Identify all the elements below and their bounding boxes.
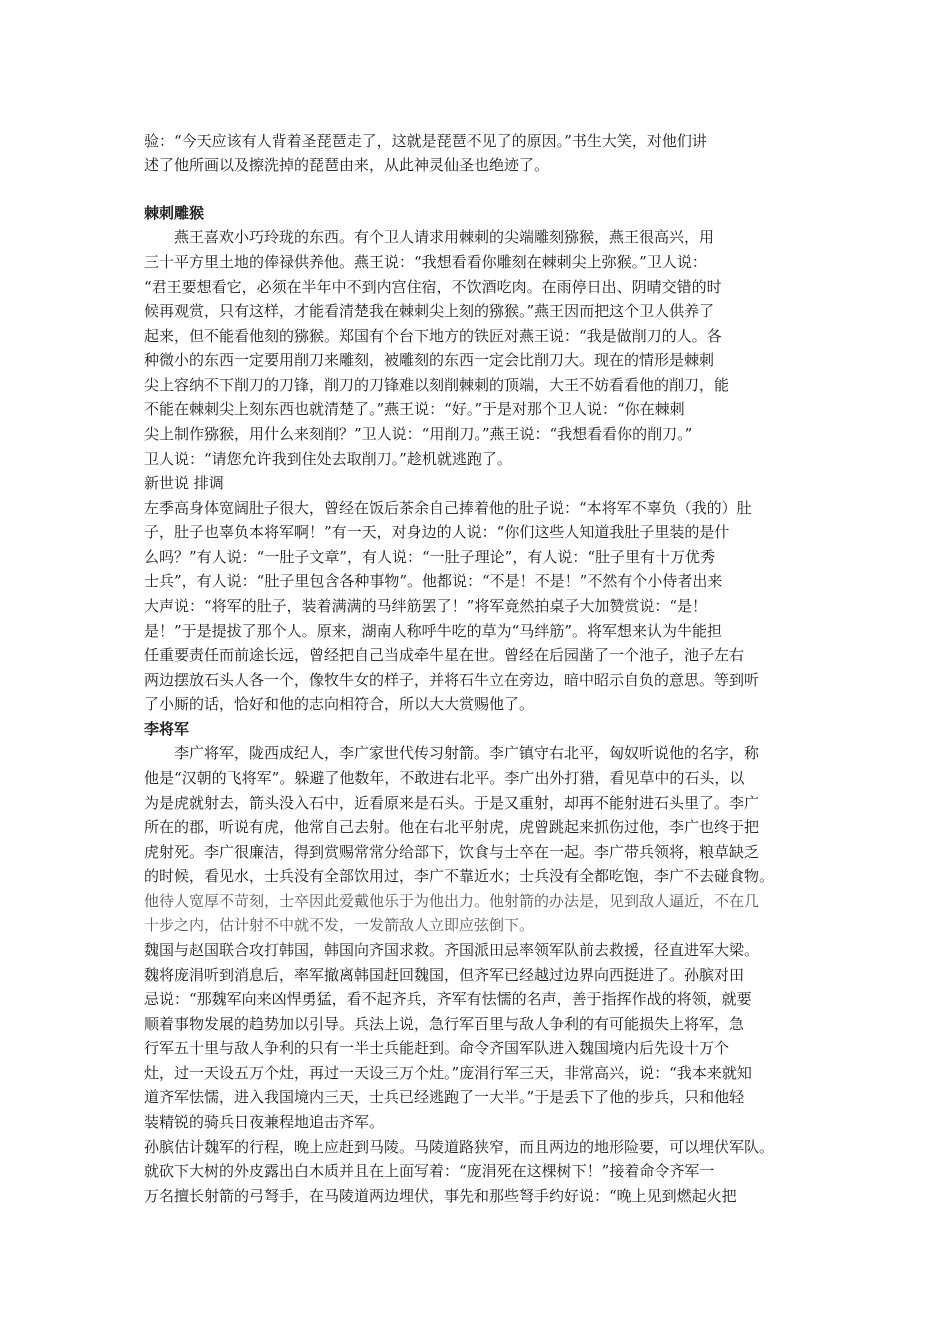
paragraph-line: 验：“今天应该有人背着圣琵琶走了，这就是琵琶不见了的原因。”书生大笑，对他们讲: [144, 132, 707, 150]
paragraph-line: 魏国与赵国联合攻打韩国，韩国向齐国求救。齐国派田忌率领军队前去救援，径直进军大梁。: [144, 941, 760, 959]
paragraph-line: 大声说：“将军的肚子，装着满满的马绊筋罢了！”将军竟然拍桌子大加赞赏说：“是！: [144, 597, 708, 615]
paragraph-line: 尖上制作猕猴，用什么来刻削？”卫人说：“用削刀。”燕王说：“我想看看你的削刀。”: [144, 425, 693, 443]
paragraph-line: 述了他所画以及擦洗掉的琵琶由来，从此神灵仙圣也绝迹了。: [144, 156, 550, 174]
paragraph-line: 任重要责任而前途长远，曾经把自己当成牵牛星在世。曾经在后园凿了一个池子，池子左右: [144, 646, 745, 664]
paragraph-line: 两边摆放石头人各一个，像牧牛女的样子，并将石牛立在旁边，暗中昭示自负的意思。等到听: [144, 671, 760, 689]
paragraph-line: 燕王喜欢小巧玲珑的东西。有个卫人请求用棘刺的尖端雕刻猕猴，燕王很高兴，用: [144, 228, 715, 246]
section-title: 棘刺雕猴: [144, 204, 205, 222]
paragraph-line: 万名擅长射箭的弓弩手，在马陵道两边埋伏，事先和那些弩手约好说：“晚上见到燃起火把: [144, 1187, 737, 1205]
paragraph-line: 为是虎就射去，箭头没入石中，近看原来是石头。于是又重射，却再不能射进石头里了。李广: [144, 794, 760, 812]
paragraph-line: 的时候，看见水，士兵没有全部饮用过，李广不靠近水；士兵没有全都吃饱，李广不去碰食物。: [144, 867, 775, 885]
paragraph-line: 所在的郡，听说有虎，他常自己去射。他在右北平射虎，虎曾跳起来抓伤过他，李广也终于把: [144, 818, 760, 836]
section-title: 新世说 排调: [144, 474, 224, 492]
paragraph-line: 十步之内，估计射不中就不发，一发箭敌人立即应弦倒下。: [144, 916, 535, 934]
paragraph-line: 李广将军，陇西成纪人，李广家世代传习射箭。李广镇守右北平，匈奴听说他的名字，称: [144, 744, 760, 762]
paragraph-line: 不能在棘刺尖上刻东西也就清楚了。”燕王说：“好。”于是对那个卫人说：“你在棘刺: [144, 400, 685, 418]
paragraph-line: 他待人宽厚不苛刻，士卒因此爱戴他乐于为他出力。他射箭的办法是，见到敌人逼近，不在几: [144, 892, 760, 910]
paragraph-line: 道齐军怯懦，进入我国境内三天，士兵已经逃跑了一大半。”于是丢下了他的步兵，只和他轻: [144, 1088, 745, 1106]
paragraph-line: 子，肚子也辜负本将军啊！”有一天，对身边的人说：“你们这些人知道我肚子里装的是什: [144, 523, 730, 541]
paragraph-line: 是！”于是提拔了那个人。原来，湖南人称呼牛吃的草为“马绊筋”。将军想来认为牛能担: [144, 622, 723, 640]
paragraph-line: 装精锐的骑兵日夜兼程地追击齐军。: [144, 1113, 385, 1131]
paragraph-line: “君王要想看它，必须在半年中不到内宫住宿，不饮酒吃肉。在雨停日出、阴晴交错的时: [144, 278, 722, 296]
paragraph-line: 就砍下大树的外皮露出白木质并且在上面写着：“庞涓死在这棵树下！”接着命令齐军一: [144, 1162, 715, 1180]
paragraph-line: 左季高身体宽阔肚子很大，曾经在饭后茶余自己捧着他的肚子说：“本将军不辜负（我的）肚: [144, 499, 752, 517]
paragraph-line: 候再观赏，只有这样，才能看清楚我在棘刺尖上刻的猕猴。”燕王因而把这个卫人供养了: [144, 302, 715, 320]
paragraph-line: 孙膑估计魏军的行程，晚上应赶到马陵。马陵道路狭窄，而且两边的地形险要，可以埋伏军队。: [144, 1138, 775, 1156]
paragraph-line: 魏将庞涓听到消息后，率军撤离韩国赶回魏国，但齐军已经越过边界向西挺进了。孙膑对田: [144, 966, 745, 984]
paragraph-line: 忌说：“那魏军向来凶悍勇猛，看不起齐兵，齐军有怯懦的名声，善于指挥作战的将领，就要: [144, 990, 752, 1008]
paragraph-line: 种微小的东西一定要用削刀来雕刻，被雕刻的东西一定会比削刀大。现在的情形是棘刺: [144, 351, 715, 369]
paragraph-line: 起来，但不能看他刻的猕猴。郑国有个台下地方的铁匠对燕王说：“我是做削刀的人。各: [144, 327, 722, 345]
paragraph-line: 顺着事物发展的趋势加以引导。兵法上说，急行军百里与敌人争利的有可能损失上将军，急: [144, 1015, 745, 1033]
paragraph-line: 三十平方里土地的俸禄供养他。燕王说：“我想看看你雕刻在棘刺尖上弥猴。”卫人说：: [144, 253, 707, 271]
section-title: 李将军: [144, 720, 190, 738]
paragraph-line: 么吗？”有人说：“一肚子文章”，有人说：“一肚子理论”，有人说：“肚子里有十万优秀: [144, 548, 716, 566]
paragraph-line: 行军五十里与敌人争利的只有一半士兵能赶到。命令齐国军队进入魏国境内后先设十万个: [144, 1039, 730, 1057]
paragraph-line: 卫人说：“请您允许我到住处去取削刀。”趁机就逃跑了。: [144, 450, 512, 468]
paragraph-line: 士兵”，有人说：“肚子里包含各种事物”。他都说：“不是！不是！”不然有个小侍者出来: [144, 572, 723, 590]
paragraph-line: 他是“汉朝的飞将军”。躲避了他数年，不敢进右北平。李广出外打猎，看见草中的石头，以: [144, 769, 745, 787]
paragraph-line: 了小厮的话，恰好和他的志向相符合，所以大大赏赐他了。: [144, 695, 535, 713]
paragraph-line: 灶，过一天设五万个灶，再过一天设三万个灶。”庞涓行军三天，非常高兴，说：“我本来就知: [144, 1064, 752, 1082]
paragraph-line: 虎射死。李广很廉洁，得到赏赐常常分给部下，饮食与士卒在一起。李广带兵领将，粮草缺乏: [144, 843, 760, 861]
paragraph-line: 尖上容纳不下削刀的刀锋，削刀的刀锋难以刻削棘刺的顶端，大王不妨看看他的削刀，能: [144, 376, 730, 394]
